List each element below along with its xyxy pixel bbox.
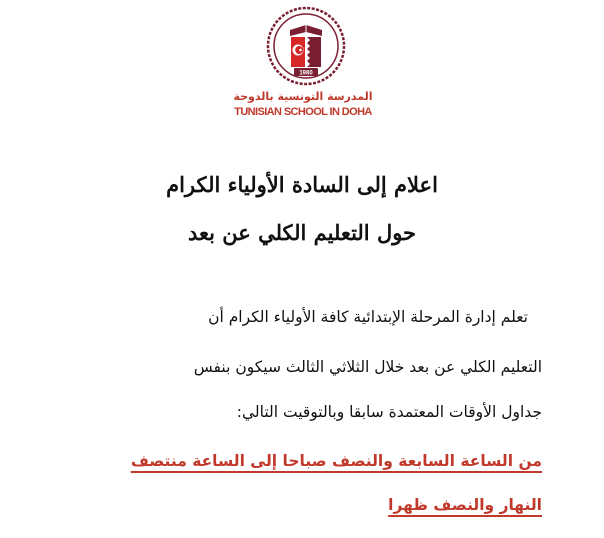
body-line-3: جداول الأوقات المعتمدة سابقا وبالتوقيت التالي: <box>236 403 542 421</box>
school-logo <box>228 6 378 122</box>
logo-year: 1980 <box>299 70 313 77</box>
announcement-title: اعلام إلى السادة الأولياء الكرام <box>166 172 438 197</box>
announcement-subtitle: حول التعليم الكلي عن بعد <box>187 220 417 245</box>
body-line-1: تعلم إدارة المرحلة الإبتدائية كافة الأولياء الكرام أن <box>208 308 528 326</box>
schedule-line-1: من الساعة السابعة والنصف صباحا إلى الساعة منتصف <box>130 452 542 470</box>
schedule-line-2: النهار والنصف ظهرا <box>388 496 542 514</box>
body-line-2: التعليم الكلي عن بعد خلال الثلاثي الثالث سيكون بنفس <box>193 358 542 376</box>
logo-arabic-name: المدرسة التونسية بالدوحة <box>233 90 373 103</box>
logo-english-name: TUNISIAN SCHOOL IN DOHA <box>234 106 372 118</box>
school-emblem-icon <box>266 6 346 86</box>
